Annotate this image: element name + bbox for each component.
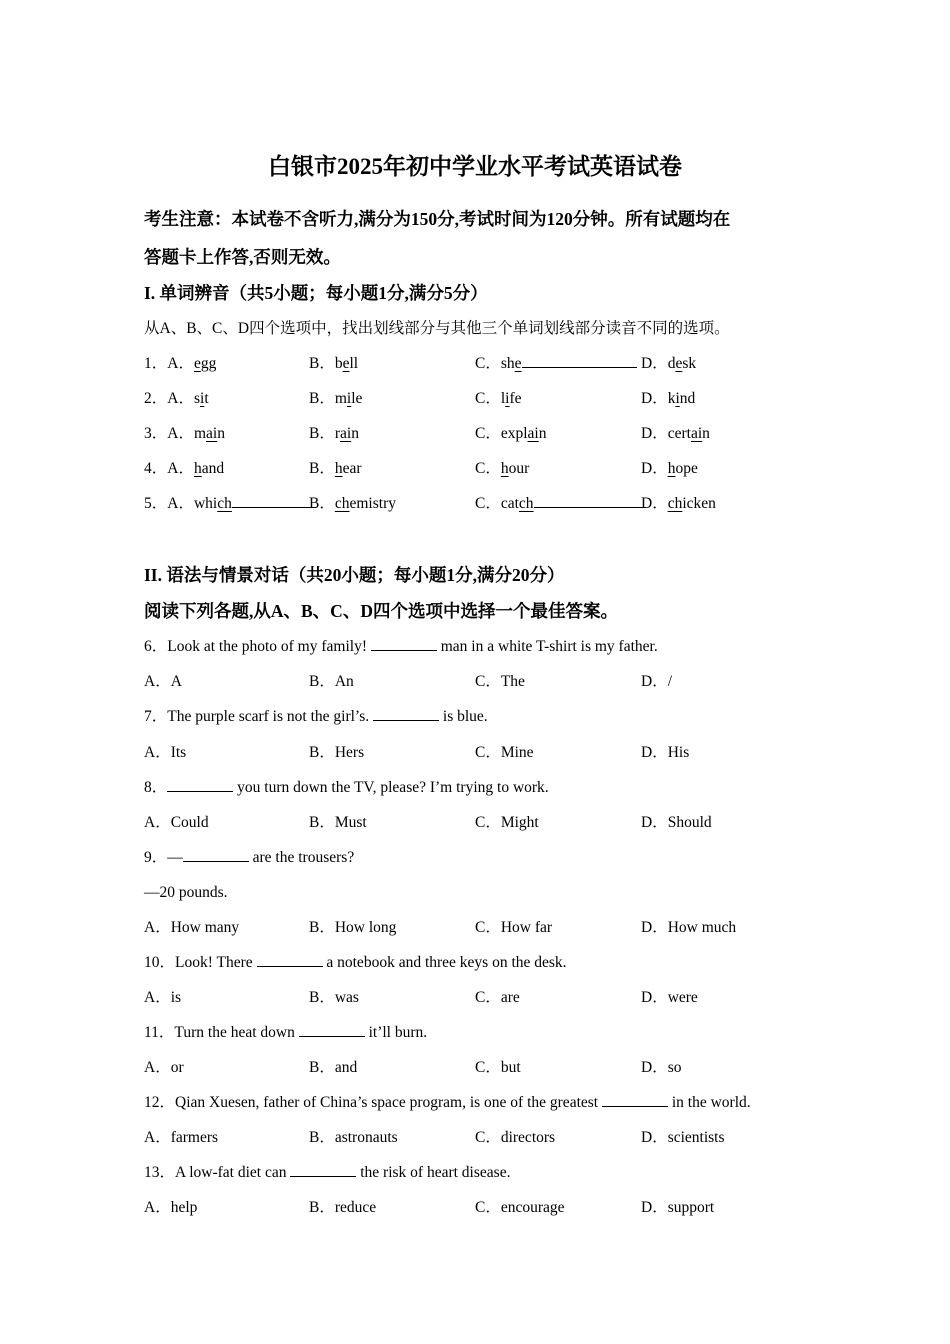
stem-text: 8．: [144, 779, 168, 796]
word-part: d: [667, 355, 676, 372]
question-row: [144, 458, 824, 480]
notice-line-2: 答题卡上作答,否则无效。: [144, 247, 341, 267]
option-d[interactable]: [641, 388, 695, 410]
option-letter: D．: [641, 355, 668, 372]
option-letter: A．: [167, 390, 194, 407]
underlined-part: ch: [334, 495, 350, 512]
option-b[interactable]: B．An: [309, 673, 354, 690]
option-d[interactable]: D．scientists: [641, 1129, 725, 1146]
option-letter: D．: [641, 460, 668, 477]
word-part: our: [508, 460, 530, 477]
section2-heading: II. 语法与情景对话（共20小题；每小题1分,满分20分）: [144, 565, 565, 585]
word-part: n: [351, 425, 359, 442]
option-c[interactable]: C．but: [475, 1059, 521, 1076]
option-d[interactable]: [641, 423, 710, 445]
word-part: emistry: [349, 495, 396, 512]
underlined-part: i: [675, 390, 680, 407]
option-d[interactable]: D．His: [641, 744, 690, 761]
underlined-part: h: [667, 460, 676, 477]
answer-blank: [534, 493, 646, 508]
question-row: [144, 353, 824, 375]
stem-text: man in a white T-shirt is my father.: [436, 638, 658, 655]
word-part: sh: [500, 355, 515, 372]
word-part: ll: [349, 355, 359, 372]
word-part: expl: [500, 425, 528, 442]
underlined-part: ai: [690, 425, 703, 442]
option-a[interactable]: [144, 423, 225, 445]
option-a[interactable]: A．A: [144, 673, 182, 690]
options-row: [144, 812, 824, 834]
underlined-part: h: [334, 460, 343, 477]
word-part: nd: [679, 390, 696, 407]
question-number: 2．: [144, 390, 168, 407]
option-a[interactable]: A．is: [144, 989, 182, 1006]
underlined-part: e: [514, 355, 522, 372]
option-a[interactable]: A．help: [144, 1199, 198, 1216]
page-title: 白银市2025年初中学业水平考试英语试卷: [268, 154, 682, 179]
option-b[interactable]: B．Must: [309, 814, 367, 831]
option-c[interactable]: C．How far: [475, 919, 553, 936]
question-number: 1．: [144, 355, 168, 372]
stem-text: the risk of heart disease.: [356, 1164, 511, 1181]
answer-blank[interactable]: [167, 777, 233, 792]
option-b[interactable]: B．Hers: [309, 744, 365, 761]
option-letter: B．: [309, 495, 335, 512]
stem-text: 10．Look! There: [144, 954, 257, 971]
option-b[interactable]: [309, 388, 362, 410]
option-b[interactable]: B．How long: [309, 919, 397, 936]
option-b[interactable]: [309, 423, 359, 445]
option-a[interactable]: A．Its: [144, 744, 187, 761]
stem-text: you turn down the TV, please? I’m trying to work.: [233, 779, 549, 796]
word-part: m: [193, 425, 207, 442]
option-d[interactable]: D．were: [641, 989, 698, 1006]
option-c[interactable]: C．Might: [475, 814, 539, 831]
option-letter: B．: [309, 390, 335, 407]
option-b[interactable]: [309, 493, 396, 515]
option-d[interactable]: D．/: [641, 673, 673, 690]
word-part: t: [204, 390, 209, 407]
option-c[interactable]: [475, 388, 522, 410]
section1-instruction: 从A、B、C、D四个选项中，找出划线部分与其他三个单词划线部分读音不同的选项。: [144, 320, 730, 337]
answer-blank[interactable]: [602, 1092, 668, 1107]
word-part: n: [702, 425, 710, 442]
options-row: [144, 1057, 824, 1079]
question-stem: [144, 1092, 751, 1114]
question-number: 5．: [144, 495, 168, 512]
option-c[interactable]: [475, 458, 529, 480]
question-number: 4．: [144, 460, 168, 477]
answer-blank[interactable]: [371, 636, 437, 651]
notice-line-1: 考生注意：本试卷不含听力,满分为150分,考试时间为120分钟。所有试题均在: [144, 209, 731, 229]
options-row: [144, 671, 824, 693]
answer-blank[interactable]: [290, 1162, 356, 1177]
underlined-part: i: [200, 390, 205, 407]
options-row: [144, 987, 824, 1009]
option-letter: A．: [167, 355, 194, 372]
option-letter: A．: [167, 425, 194, 442]
options-row: [144, 1197, 824, 1219]
option-d[interactable]: D．Should: [641, 814, 712, 831]
option-c[interactable]: [475, 423, 546, 445]
option-letter: C．: [475, 460, 501, 477]
word-part: l: [500, 390, 506, 407]
word-part: b: [334, 355, 343, 372]
question-stem: [144, 777, 549, 799]
options-row: [144, 742, 824, 764]
option-letter: C．: [475, 355, 501, 372]
word-part: sk: [682, 355, 697, 372]
underlined-part: ch: [217, 495, 232, 512]
option-c[interactable]: [475, 353, 637, 375]
underlined-part: e: [342, 355, 350, 372]
question-row: [144, 388, 824, 410]
option-letter: C．: [475, 425, 501, 442]
option-b[interactable]: [309, 353, 358, 375]
stem-text: 7．The purple scarf is not the girl’s.: [144, 708, 374, 725]
answer-blank: [232, 493, 316, 508]
option-letter: B．: [309, 355, 335, 372]
underlined-part: ai: [340, 425, 352, 442]
option-d[interactable]: D．so: [641, 1059, 682, 1076]
option-c[interactable]: [475, 493, 646, 515]
word-part: whi: [193, 495, 218, 512]
section2-instruction: 阅读下列各题,从A、B、C、D四个选项中选择一个最佳答案。: [144, 601, 618, 621]
option-d[interactable]: D．support: [641, 1199, 715, 1216]
option-c[interactable]: C．encourage: [475, 1199, 565, 1216]
answer-blank[interactable]: [373, 706, 439, 721]
underlined-part: h: [500, 460, 509, 477]
option-letter: D．: [641, 390, 668, 407]
option-letter: D．: [641, 425, 668, 442]
underlined-part: ai: [206, 425, 218, 442]
option-b[interactable]: B．reduce: [309, 1199, 377, 1216]
option-a[interactable]: A．Could: [144, 814, 209, 831]
stem-text: 6．Look at the photo of my family!: [144, 638, 371, 655]
option-a[interactable]: A．or: [144, 1059, 184, 1076]
question-row: [144, 493, 824, 515]
question-number: 3．: [144, 425, 168, 442]
stem-text: 9．—: [144, 849, 183, 866]
word-part: fe: [509, 390, 522, 407]
word-part: cat: [500, 495, 519, 512]
word-part: cert: [667, 425, 691, 442]
stem-text: 11．Turn the heat down: [144, 1024, 299, 1041]
question-stem: [144, 1162, 510, 1184]
option-c[interactable]: C．are: [475, 989, 520, 1006]
answer-blank[interactable]: [257, 952, 323, 967]
question-stem: [144, 847, 354, 869]
option-letter: B．: [309, 460, 335, 477]
option-c[interactable]: C．directors: [475, 1129, 556, 1146]
option-d[interactable]: [641, 493, 716, 515]
underlined-part: i: [505, 390, 510, 407]
word-part: gg: [200, 355, 217, 372]
underlined-part: h: [193, 460, 202, 477]
option-d[interactable]: D．How much: [641, 919, 737, 936]
option-d[interactable]: [641, 353, 696, 375]
underlined-part: ch: [518, 495, 534, 512]
option-a[interactable]: [144, 493, 316, 515]
option-b[interactable]: B．and: [309, 1059, 358, 1076]
option-letter: A．: [167, 495, 194, 512]
stem-text: 12．Qian Xuesen, father of China’s space program, is one of the greatest: [144, 1094, 602, 1111]
word-part: r: [334, 425, 341, 442]
word-part: s: [193, 390, 201, 407]
word-part: and: [201, 460, 225, 477]
word-part: m: [334, 390, 347, 407]
dialogue-answer: —20 pounds.: [144, 884, 228, 901]
question-stem: [144, 636, 658, 658]
word-part: ope: [675, 460, 698, 477]
section1-heading: I. 单词辨音（共5小题；每小题1分,满分5分）: [144, 283, 488, 303]
underlined-part: ch: [667, 495, 683, 512]
question-row: [144, 423, 824, 445]
word-part: n: [538, 425, 547, 442]
option-a[interactable]: [144, 458, 224, 480]
option-b[interactable]: B．astronauts: [309, 1129, 398, 1146]
option-b[interactable]: B．was: [309, 989, 359, 1006]
option-a[interactable]: A．How many: [144, 919, 240, 936]
option-letter: B．: [309, 425, 335, 442]
stem-text: a notebook and three keys on the desk.: [322, 954, 567, 971]
question-stem: [144, 1022, 427, 1044]
stem-text: in the world.: [667, 1094, 751, 1111]
option-c[interactable]: C．Mine: [475, 744, 534, 761]
question-stem: [144, 952, 567, 974]
options-row: [144, 1127, 824, 1149]
word-part: k: [667, 390, 676, 407]
underlined-part: e: [675, 355, 683, 372]
option-letter: A．: [167, 460, 194, 477]
answer-blank[interactable]: [183, 847, 249, 862]
answer-blank: [522, 353, 637, 368]
question-stem: [144, 706, 488, 728]
underlined-part: e: [193, 355, 201, 372]
option-a[interactable]: [144, 388, 209, 410]
word-part: icken: [682, 495, 716, 512]
stem-text: 13．A low-fat diet can: [144, 1164, 291, 1181]
option-a[interactable]: [144, 353, 216, 375]
underlined-part: i: [346, 390, 352, 407]
option-a[interactable]: A．farmers: [144, 1129, 219, 1146]
answer-blank[interactable]: [299, 1022, 365, 1037]
word-part: le: [351, 390, 363, 407]
underlined-part: ai: [527, 425, 539, 442]
word-part: ear: [342, 460, 362, 477]
option-d[interactable]: [641, 458, 698, 480]
options-row: [144, 917, 824, 939]
option-b[interactable]: [309, 458, 362, 480]
option-letter: C．: [475, 495, 501, 512]
option-letter: C．: [475, 390, 501, 407]
stem-text: are the trousers?: [248, 849, 355, 866]
option-letter: D．: [641, 495, 668, 512]
stem-text: it’ll burn.: [364, 1024, 428, 1041]
stem-text: is blue.: [439, 708, 488, 725]
option-c[interactable]: C．The: [475, 673, 525, 690]
word-part: n: [217, 425, 225, 442]
